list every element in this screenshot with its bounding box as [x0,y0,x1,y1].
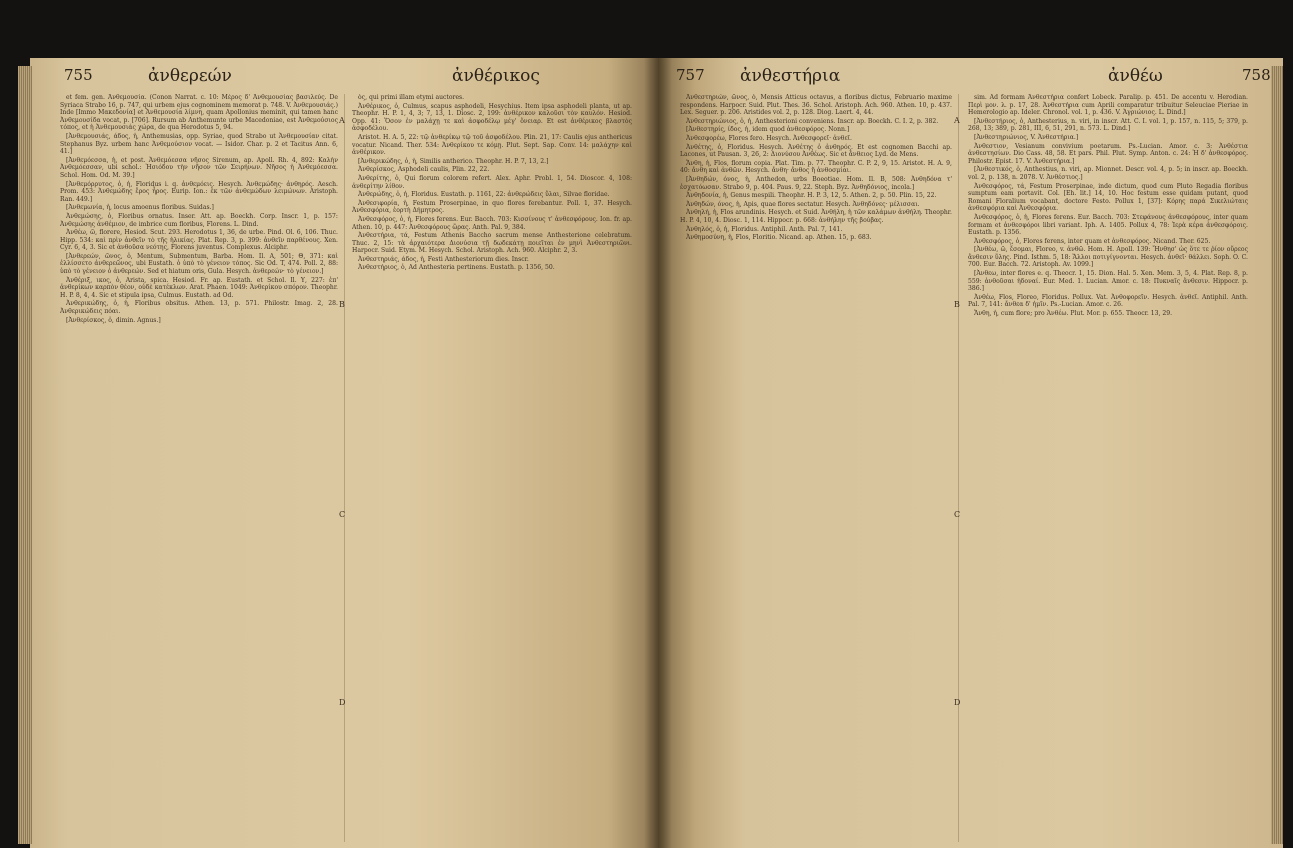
entry-paragraph: [Ἀνθεστηρίς, ίδος, ἡ, idem quod ἀνθεσφόρος. Nonn.] [686,126,850,134]
right-page-column-1 [680,94,952,842]
entry-paragraph: Ἀνθερίσκος, Asphodeli caulis, Plin. 22, 22. [358,166,490,174]
margin-letter: D [954,698,961,707]
entry-paragraph: Ἀνθεσφόρος, τά, Festum Proserpinae, inde dictum, quod cum Pluto Regadia floribus sumptum eam portavit. Col. [Eh. lit.] 14, 10. Hoc festum esse quidam putant, quod Romani Floralium vocabant, doctore Festo. Pollux 1, [37]: Κόρης παρά Σικελιώταις ἀνθεσφόρια καὶ Ἀνθεσφόρια. [968,182,1248,213]
entry-paragraph: Ἀνθηδών, όνος, ἡ, Apis, quae flores sectatur. Hesych. Ἀνθηδόνες· μέλισσαι. [686,200,920,208]
right-running-head [658,66,1283,90]
entry-paragraph: et fem. gen. Ἀνθεμουσία. (Conon Narrat. c. 10: Μέρος δ' Ἀνθεμουσίας βασιλεύς. De Syriaca Strabo 16, p. 747, qui urbem ejus cognominem memorat p. 748. V. Ἀνθεμουσιάς.) Inde [Immo Μακεδονία] et Ἀνθεμουσία λίμνη, quam Apollonius meminit, qui tamen hanc Ἀνθεμουσίδα vocat, p. [706]. Rursum ab Anthemunte urbe Macedoniae, est Ἀνθεμούσιος τόπος, et ἡ Ἀνθεμουσιάς χώρα, de qua Herodotus 5, 94. [60,94,338,132]
entry-paragraph: Ἀνθεσφόρος, ὁ, Flores ferens, inter quam et ἀνθεσφόρος. Nicand. Ther. 625. [974,237,1211,245]
entry-paragraph: [Ἀνθεστικός, ὁ, Anthestius, n. viri, ap. Mionnet. Descr. vol. 4, p. 5; in inscr. ap. Boeckh. vol. 2, p. 138, n. 2078. V. Ἀνθέστιος.] [968,166,1248,181]
entry-paragraph: [Ἀνθεστηριώνιος, V. Ἀνθεστήρια.] [974,133,1079,141]
entry-paragraph: Ἀνθεστηριώνιος, ὁ, ἡ, Anthesterioni conveniens. Inscr. ap. Boeckh. C. I. 2, p. 382. [686,117,939,125]
right-page-column-2 [968,94,1248,842]
margin-letter: B [954,300,960,309]
entry-paragraph: [Ἀνθερικώδης, ὁ, ἡ, Similis antherico. Theophr. H. P. 7, 13, 2.] [358,157,549,165]
right-page [658,58,1283,848]
entry-paragraph: Ἄνθη, ἡ, cum flore; pro Ἀνθέω. Plut. Mor. p. 655. Theocr. 13, 29. [974,310,1173,318]
entry-paragraph: Ἀνθεστιον, Vesianum convivium poetarum. Ps.-Lucian. Amor. c. 3: Ἀνθέστια ἀνθεστησίων. Dio Cass. 48, 58. Et pars. Phil. Plut. Symp. Anton. c. 24: Ἡ δ' ἀνθεσφόρος. Philostr. Epist. 17. V. Ἀνθεστήρια.] [968,142,1248,165]
left-page-edges [18,66,32,844]
margin-letter: B [339,300,345,309]
entry-paragraph: [Ἀνθεω, inter flores e. q. Theocr. 1, 15. Dion. Hal. 5. Xen. Mem. 3, 5, 4. Plat. Rep. 8, p. 559: ἀνθοῦσαι ἡδοναί. Eur. Med. 1. Lucian. Amor. c. 18: Πυκναῖς ἄνθεσιν. Hippocr. p. 386.] [968,270,1248,293]
entry-paragraph: Aristot. H. A. 5, 22: τῷ ἀνθερίκῳ τῷ τοῦ ἀσφοδέλου. Plin. 21, 17: Caulis ejus anthericus vocatur. Nicand. Ther. 534: Ἀνθερίκου τε κόμῃ. Plut. Sept. Sap. Conv. 14: μαλάχην καὶ ἀνθέρικον. [352,133,632,157]
entry-paragraph: [Ἀνθηδών, όνος, ἡ, Anthedon, urbs Boeotiae. Hom. Il. B, 508: Ἀνθηδόνα τ' ἐσχατόωσαν. Strabo 9, p. 404. Paus. 9, 22. Steph. Byz. Ἀνθηδόνιος, incola.] [680,175,952,191]
headword-left-col: ἀνθερεών [148,66,232,86]
entry-paragraph: sim. Ad formam Ἀνθεστήρια confert Lobeck. Paralip. p. 451. De accentu v. Herodian. Περὶ μον. λ. p. 17, 28. Ἀνθεστήρια cum Aprili comparatur tribuitur Seleuciae Pieriae in Hemerologio ap. Ideler. Chronol. vol. 1, p. 436. V. Ἀγριώνιος. L. Dind.] [968,94,1248,117]
entry-paragraph: Ἀνθέρικος, ὁ, Culmus, scapus asphodeli, Hesychius. Item ipsa asphodeli planta, ut ap. Theophr. H. P. 1, 4, 3; 7, 13, 1. Diosc. 2, 199: ἀνθέρικον καλοῦσι τὸν καυλόν. Hesiod. Opp. 41: Ὅσον ἐν μαλάχῃ τε καὶ ἀσφοδέλῳ μέγ' ὄνειαρ. Et est ἀνθέρικος βλαστὸς ἀσφοδέλου. [352,102,632,133]
entry-paragraph: Ἀνθεσιφορία, ἡ, Festum Proserpinae, in quo flores ferebantur. Poll. 1, 37. Hesych. Ἀνθεσφόρια, ἑορτὴ Δήμητρος. [352,199,632,215]
left-page-column-1 [60,94,338,842]
entry-paragraph: Ἀνθεσφορέω, Flores fero. Hesych. Ἀνθεσφορεῖ· ἀνθεῖ. [686,134,852,142]
column-rule [958,94,959,842]
entry-paragraph: [Ἀνθεμωνία, ἡ, locus amoenus floribus. Suidas.] [66,204,214,212]
entry-paragraph: [Ἀνθεμουσιάς, άδος, ἡ, Anthemusias, opp. Syriae, quod Strabo ut Ἀνθεμουσίαν citat. Stephanus Byz. urbem hanc Ἀνθεμούσιον vocat. — Isidor. Char. p. 2 et Tacitus Ann. 6, 41.] [60,132,338,156]
left-page-column-2 [352,94,632,842]
margin-letter: A [339,116,345,125]
book-gutter [644,58,672,848]
entry-paragraph: Ἀνθέτης, ὁ, Floridus. Hesych. Ἀνθέτης ὁ ἀνθηρός. Et est cognomen Bacchi ap. Lacones, ut Pausan. 3, 26, 2: Διονύσου Ἀνθέως. Sic et ἄνθειος Lyd. de Mens. [680,143,952,159]
margin-letter: C [954,510,961,519]
entry-paragraph: Ἀνθεστηριάς, άδος, ἡ, Festi Anthesteriorum dies. Inscr. [358,255,529,263]
page-number-right: 757 [676,66,705,84]
entry-paragraph: Ἀνθερίτης, ὁ, Qui florum colorem refert. Alex. Aphr. Probl. 1, 54. Dioscor. 4, 108: ἀνθερίτην λίθον. [352,174,632,190]
entry-paragraph: ὁς, qui primi illam etymi auctores. [358,94,465,101]
entry-paragraph: [Ἀνθεμόρρυτος, ὁ, ἡ, Floridus i. q. ἀνθεμόεις. Hesych. Ἀνθεμώδης· ἀνθηρός. Aesch. Prom. 453: Ἀνθεμώδης ἔρος ἦρος. Eurip. Ion.: ἐκ τῶν ἀνθεμώδων λειμώνων. Aristoph. Ran. 449.] [60,180,338,203]
entry-paragraph: Ἀνθέω, ῶ, florere, Hesiod. Scut. 293. Herodotus 1, 36, de urbe. Pind. Ol. 6, 106. Thuc. Hipp. 534: καὶ πρὶν ἀνθεῖν τὸ τῆς ἡλικίας. Plat. Rep. 3, p. 399: ἀνθεῖν παρθένους. Xen. Cyr. 6, 4, 3. Sic et ἀνθοῦσα νεότης, Florens juventus. Complexus. Alciphr. [60,229,338,252]
entry-paragraph: Ἀνθέω, Flos, Floreo, Floridus. Pollux. Vat. Ἀνθοφορεῖν. Hesych. ἀνθεῖ. Antiphil. Anth. Pal. 7, 141: ἄνθεα δ' ἡμῖν. Ps.-Lucian. Amor. c. 26. [968,293,1248,309]
headword-left-col: ἀνθεστήρια [740,66,841,86]
right-page-edges [1271,66,1283,844]
column-rule [344,94,345,842]
entry-paragraph: Ἀνθεστήριος, ὁ, Ad Anthesteria pertinens. Eustath. p. 1356, 50. [358,264,555,272]
entry-paragraph: Ἀνθεμώσης, ὁ, Floribus ornatus. Inser. Att. ap. Boeckh. Corp. Inscr. 1, p. 157: Ἀνθεμώσης ἀνθέμιον, de imbrice cum floribus, Florens. L. Dind. [60,212,338,228]
left-page [30,58,658,848]
entry-paragraph: [Ἀνθερίσκος, ὁ, dimin. Agnus.] [66,316,161,324]
entry-paragraph: Ἀνθέριξ, ικος, ὁ, Arista, spica. Hesiod. Fr. ap. Eustath. et Schol. Il. Υ, 227: ἐπ' ἀνθερίκων καρπὸν θέον, οὐδὲ κατέκλων. Arat. Phaen. 1049: Ἀνθερίκου σπόρον. Theophr. H. P. 8, 4, 4. Sic et stipula ipsa, Culmus. Eustath. ad Od. [60,276,338,299]
page-number-left: 755 [64,66,93,84]
entry-paragraph: Ἀνθηδονία, ἡ, Genus mespili. Theophr. H. P. 3, 12, 5. Athen. 2, p. 50. Plin. 15, 22. [686,192,937,200]
entry-paragraph: [Ἀνθέω, ῶ, ἔσομαι, Floreo, v. ἀνθῶ. Hom. H. Apoll. 139: Ἤνθησ' ὡς ὅτε τε ῥίον οὔρεος ἄνθεσιν ὕλης. Pind. Isthm. 5, 18: Ἄλλοι ποτιγίγνονται. Hesych. ἀνθεῖ· θάλλει. Soph. O. C. 700. Eur. Bacch. 72. Aristoph. Av. 1099.] [968,246,1248,269]
entry-paragraph: Ἀνθερικώδης, ὁ, ἡ, Floribus obsitus. Athen. 13, p. 571. Philostr. Imag. 2, 28. Ἀνθερικώδεις πόαι. [60,300,338,316]
margin-letter: A [954,116,960,125]
page-number-far: 758 [1242,66,1271,84]
margin-letter: C [339,510,346,519]
open-book [18,18,1283,840]
headword-right-col: ἀνθέρικος [452,66,540,86]
left-running-head [30,66,658,90]
entry-paragraph: [Ἀνθερεών, ῶνος, ὁ, Mentum, Submentum, Barba. Hom. Il. A, 501; Θ, 371: καὶ ἐλλίσσετο ἀνθερεῶνος, ubi Eustath. ὁ ὑπὸ τὸ γένειον τόπος. Sic Od. T, 474. Poll. 2, 88: ὑπὸ τὸ γένειον ὁ ἀνθερεών. Sed et hiatum oris, Gula. Hesych. ἀνθερεών· τὸ γένειον.] [60,252,338,276]
entry-paragraph: [Ἀνθεστήριος, ὁ, Anthesterius, n. viri, in inscr. Att. C. I. vol. 1, p. 157, n. 115, 5; 379, p. 268, 13; 389, p. 281, III, 6, 51, 291, n. 573. L. Dind.] [968,117,1248,133]
entry-paragraph: Ἀνθεστηριών, ῶνος, ὁ, Mensis Atticus octavus, a floribus dictus, Februario maxime respondens. Harpocr. Suid. Plut. Thes. 36. Schol. Aristoph. Ach. 960. Athen. 10, p. 437. Lex. Seguer. p. 206. Aristides vol. 2, p. 128. Diog. Laert. 4, 44. [680,94,952,117]
entry-paragraph: Ἀνθεστήρια, τά, Festum Athenis Baccho sacrum mense Anthesterione celebratum. Thuc. 2, 15: τὰ ἀρχαιότερα Διονύσια τῇ δωδεκάτῃ ποιεῖται ἐν μηνὶ Ἀνθεστηριῶνι. Harpocr. Suid. Etym. M. Hesych. Schol. Aristoph. Ach. 960. Alciphr. 2, 3. [352,232,632,255]
entry-paragraph: Ἀνθημοσύνη, ἡ, Flos, Floritio. Nicand. ap. Athen. 15, p. 683. [686,234,872,242]
entry-paragraph: Ἀνθεσφόρος, ὁ, ἡ, Flores ferens. Eur. Bacch. 703: Κισσίνους τ' ἀνθεσφόρους. Ion. fr. ap. Athen. 10, p. 447: Ἀνθεσφόρους ὥρας. Anth. Pal. 9, 384. [352,215,632,231]
entry-paragraph: Ἀνθεσφόρος, ὁ, ἡ, Flores ferens. Eur. Bacch. 703: Στεφάνους ἀνθεσφόρους, inter quam formam et ἀνθεσφόροι libri variant. Iph. A. 1405. Pollux 4, 78: Ἱερὰ κέρα ἀνθεσφόροις. Eustath. p. 1356. [968,213,1248,237]
entry-paragraph: Ἀνθηλός, ὁ, ἡ, Floridus. Antiphil. Anth. Pal. 7, 141. [686,225,843,233]
entry-paragraph: [Ἀνθεμόεσσα, ἡ, et post. Ἀνθεμόεσσα νῆσος Sirenum, ap. Apoll. Rh. 4, 892: Καλὴν Ἀνθεμόεσσαν, ubi schol.: Ἡσιόδου τὴν νῆσον τῶν Σειρήνων. Νῆσος ἡ Ἀνθεμόεσσα. Schol. Hom. Od. M. 39.] [60,156,338,179]
entry-paragraph: Ἀνθηλή, ἡ, Flos arundinis. Hesych. et Suid. Ἀνθήλη, ἡ τῶν καλάμων ἀνθήλη. Theophr. H. P. 4, 10, 4. Diosc. 1, 114. Hippocr. p. 668: ἀνθήλην τῆς βούβας. [680,209,952,224]
margin-letter: D [339,698,346,707]
entry-paragraph: Ἀνθερώδης, ὁ, ἡ, Floridus. Eustath. p. 1161, 22: ἀνθερώδεις ὕλαι, Silvae floridae. [358,191,610,199]
headword-right-col: ἀνθέω [1108,66,1163,86]
entry-paragraph: Ἄνθη, ἡ, Flos, florum copia. Plat. Tim. p. 77. Theophr. C. P. 2, 9, 15. Aristot. H. A. 9, 40: ἄνθη καὶ ἀνθῶν. Hesych. ἄνθη· ἄνθος ἢ ἀνθοσμίαι. [680,159,952,175]
